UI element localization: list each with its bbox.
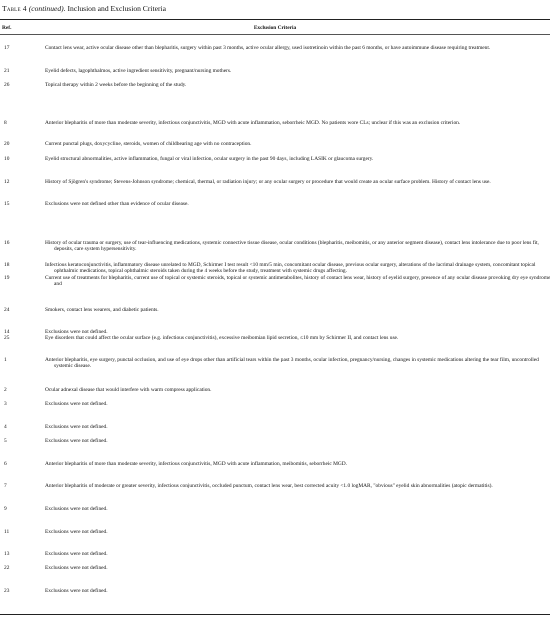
ref-cell: 5 [4,438,7,444]
ref-cell: 15 [4,201,10,207]
criteria-cell: Exclusions were not defined. [45,551,108,557]
criteria-cell: Current punctal plugs, doxycycline, steroids, women of childbearing age with no contraception. [45,141,252,147]
ref-cell: 20 [4,141,10,147]
ref-cell: 26 [4,82,10,88]
criteria-cell: Eyelid structural abnormalities, active inflammation, fungal or viral infection, ocular surgery in the past 90 days, including LASIK or glaucoma surgery. [45,156,374,162]
criteria-cell: Exclusions were not defined. [45,588,108,594]
criteria-cell: Ocular adnexal disease that would interfere with warm compress application. [45,387,212,393]
ref-cell: 6 [4,461,7,467]
ref-cell: 23 [4,588,10,594]
criteria-cell: Exclusions were not defined. [45,506,108,512]
ref-cell: 11 [4,529,10,535]
criteria-cell: History of Sjögren's syndrome; Stevens-Johnson syndrome; chemical, thermal, or radiation injury; or any ocular surgery or procedure that would create an ocular surface problem. History of contact lens use. [45,179,491,185]
top-rule [0,19,550,20]
criteria-cell: Contact lens wear, active ocular disease other than blepharitis, surgery within past 3 months, active ocular allergy, used isotretinoin within the past 6 months, or have autoimmune disease requiring treatment. [45,45,491,51]
criteria-cell: Exclusions were not defined. [45,438,108,444]
criteria-cell: Exclusions were not defined. [45,565,108,571]
criteria-cell: Anterior blepharitis of more than moderate severity, infectious conjunctivitis, MGD with acute inflammation, seborrheic MGD. No patients wore CLs; unclear if this was an exclusion criterion. [45,120,461,126]
criteria-cell: Infectious keratoconjunctivitis, inflammatory disease unrelated to MGD, Schirmer I test result <10 mm/5 min, concomitant ocular disease, previous ocular surgery, alterations of the lacrimal drainage system, concomitant topical ophthalmic medications, topical ophthalmic steroids taken during the 4 weeks before the study, treatment with systemic drugs affecting. [45,262,536,275]
ref-cell: 17 [4,45,10,51]
criteria-cell: Smokers, contact lens wearers, and diabetic patients. [45,307,159,313]
header-rule [0,34,550,35]
criteria-cell: Anterior blepharitis, eye surgery, punctal occlusion, and use of eye drops other than artificial tears within the past 3 months, ocular infection, pregnancy/nursing, changes in systemic medications altering the tear film, uncontrolled systemic disease. [45,357,539,370]
criteria-cell: Exclusions were not defined. [45,329,108,335]
criteria-cell: Eyelid defects, lagophthalmos, active ingredient sensitivity, pregnant/nursing mothers. [45,68,232,74]
ref-cell: 10 [4,156,10,162]
ref-cell: 14 [4,329,10,335]
criteria-cell: Topical therapy within 2 weeks before the beginning of the study. [45,82,187,88]
table-caption [2,4,166,14]
table-label: Table 4 [2,4,27,13]
table-title: Inclusion and Exclusion Criteria [67,4,167,13]
criteria-cell: Exclusions were not defined other than evidence of ocular disease. [45,201,189,207]
criteria-cell: Exclusions were not defined. [45,424,108,430]
criteria-cell: Exclusions were not defined. [45,529,108,535]
ref-cell: 7 [4,483,7,489]
ref-cell: 18 [4,262,10,268]
criteria-column-header: Exclusion Criteria [253,25,297,31]
criteria-cell: Eye disorders that could affect the ocular surface (e.g. infectious conjunctivitis), excessive meibomian lipid secretion, ≤10 mm by Schirmer II, and contact lens use. [45,335,399,341]
criteria-cell: Current use of treatments for blepharitis, current use of topical or systemic steroids, topical or systemic antimetabolites, history of contact lens wear, history of eyelid surgery, presence of any ocular disease provoking dry eye syndrome and [45,275,550,288]
ref-cell: 16 [4,240,10,246]
criteria-cell: Anterior blepharitis of more than moderate severity, infectious conjunctivitis, MGD with acute inflammation, meibomitis, seborrheic MGD. [45,461,348,467]
ref-cell: 3 [4,401,7,407]
ref-cell: 9 [4,506,7,512]
bottom-rule [0,614,550,615]
ref-cell: 12 [4,179,10,185]
ref-cell: 25 [4,335,10,341]
criteria-cell: History of ocular trauma or surgery, use of tear-influencing medications, systemic connective tissue disease, ocular conditions (blepharitis, meibomitis, or any anterior segment disease), contact lens intolerance due to poor lens fit, deposits, care system hypersensitivity. [45,240,539,253]
ref-cell: 4 [4,424,7,430]
ref-cell: 24 [4,307,10,313]
ref-cell: 13 [4,551,10,557]
ref-cell: 8 [4,120,7,126]
ref-cell: 19 [4,275,10,281]
criteria-cell: Exclusions were not defined. [45,401,108,407]
ref-cell: 21 [4,68,10,74]
ref-column-header: Ref. [2,25,12,31]
table-qualifier: (continued). [28,4,66,13]
ref-cell: 2 [4,387,7,393]
ref-cell: 1 [4,357,7,363]
ref-cell: 22 [4,565,10,571]
criteria-cell: Anterior blepharitis of moderate or greater severity, infectious conjunctivitis, occluded punctum, contact lens wear, best corrected acuity <1.0 logMAR, "obvious" eyelid skin abnormalities (atopic dermatitis). [45,483,493,489]
